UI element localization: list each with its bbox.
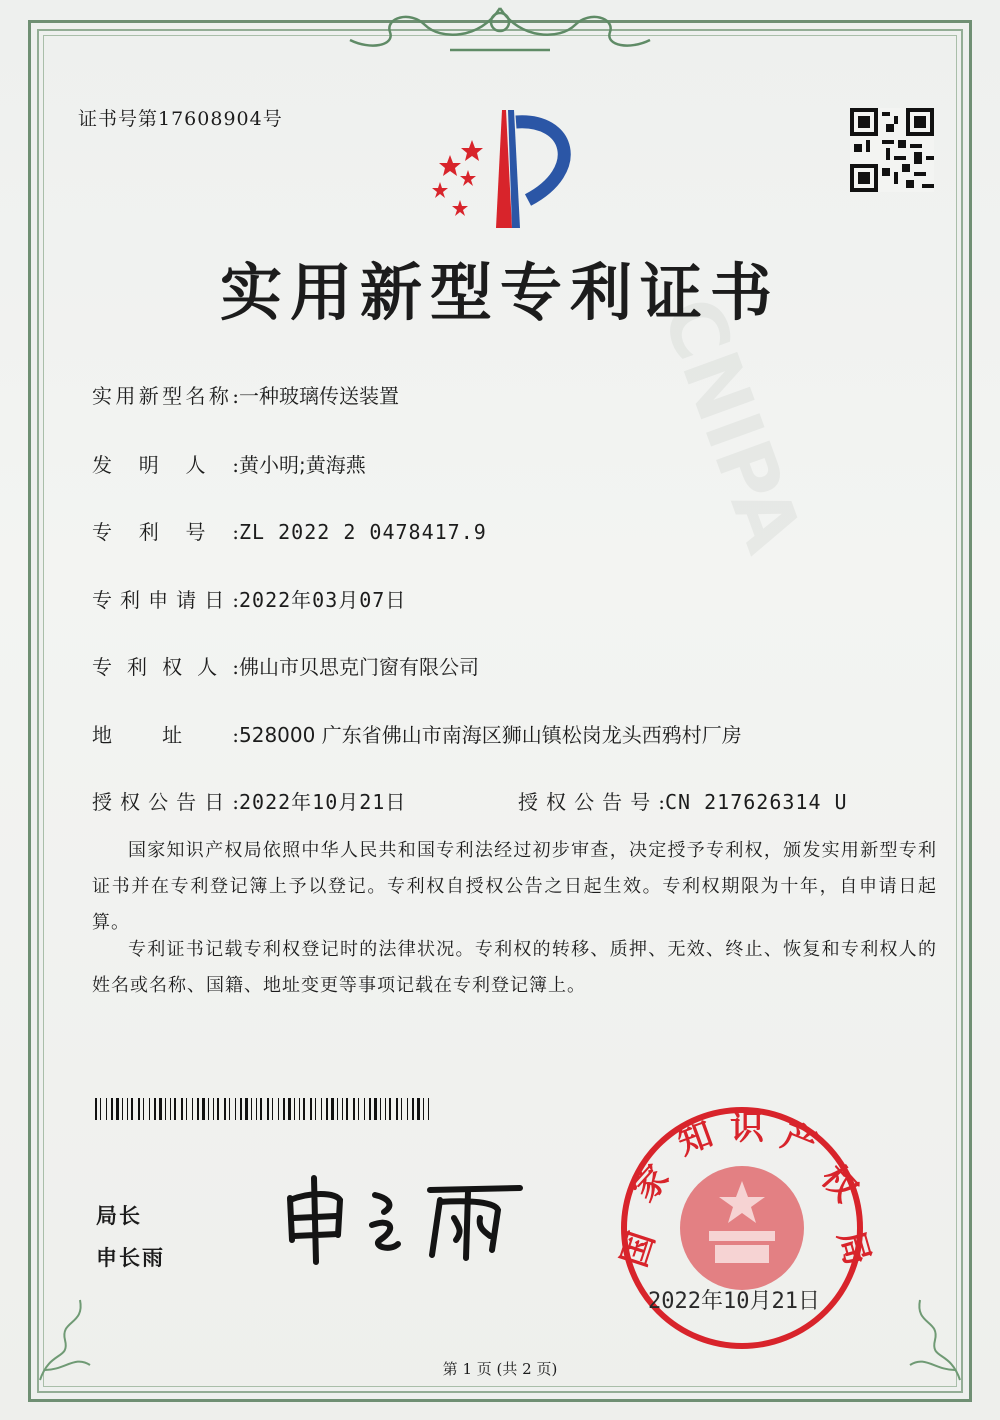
director-name: 申长雨 [96, 1246, 165, 1270]
field-label: 授权公告号: [518, 790, 665, 814]
field-label: 发明人: [92, 453, 239, 477]
grant-statement-paragraph: 国家知识产权局依照中华人民共和国专利法经过初步审查，决定授予专利权，颁发实用新型专利证书并在专利登记簿上予以登记。专利权自授权公告之日起生效。专利权期限为十年，自申请日起算。 [92, 840, 937, 933]
seal-date: 2022年10月21日 [648, 1289, 820, 1314]
svg-text:局: 局 [829, 1226, 878, 1270]
field-utility-model-name [92, 380, 399, 409]
field-application-date [92, 584, 406, 613]
field-inventors [92, 449, 366, 478]
svg-text:权: 权 [812, 1157, 866, 1210]
field-value: CN 217626314 U [665, 790, 848, 814]
field-label: 地址: [92, 723, 239, 747]
certificate-title: 实用新型专利证书 [219, 256, 780, 329]
field-patent-number [92, 516, 487, 545]
official-seal [614, 1103, 878, 1353]
field-label: 专利权人: [92, 655, 239, 679]
field-value: 528000 广东省佛山市南海区狮山镇松岗龙头西鸦村厂房 [239, 723, 742, 747]
field-value: 一种玻璃传送装置 [239, 384, 399, 408]
field-value: 2022年10月21日 [239, 790, 407, 814]
field-label: 实用新型名称: [92, 384, 239, 408]
svg-text:国: 国 [614, 1227, 663, 1272]
field-value: 2022年03月07日 [239, 588, 407, 612]
svg-text:知: 知 [672, 1114, 719, 1164]
top-ornament-icon [330, 0, 670, 58]
page-number: 第 1 页 (共 2 页) [442, 1360, 558, 1378]
field-value: ZL 2022 2 0478417.9 [239, 520, 487, 544]
field-label: 专利申请日: [92, 588, 239, 612]
field-value: 黄小明;黄海燕 [239, 453, 366, 477]
director-signature [280, 1170, 530, 1265]
svg-text:产: 产 [775, 1115, 823, 1166]
field-label: 专利号: [92, 520, 239, 544]
field-label: 授权公告日: [92, 790, 239, 814]
director-title: 局长 [96, 1204, 142, 1228]
field-patentee [92, 651, 479, 680]
field-address [92, 719, 742, 748]
legal-status-paragraph: 专利证书记载专利权登记时的法律状况。专利权的转移、质押、无效、终止、恢复和专利权人的姓名或名称、国籍、地址变更等事项记载在专利登记簿上。 [92, 939, 937, 996]
patent-office-logo-icon [420, 100, 590, 230]
qr-code-icon [850, 108, 934, 192]
svg-text:家: 家 [624, 1157, 678, 1210]
barcode-icon [95, 1098, 430, 1120]
field-grant-publication-number [518, 786, 848, 815]
field-grant-date [92, 786, 406, 815]
svg-text:识: 识 [730, 1108, 764, 1148]
cnipa-watermark: CNIPA [643, 286, 819, 564]
field-value: 佛山市贝思克门窗有限公司 [239, 655, 479, 679]
certificate-number: 证书号第17608904号 [78, 108, 283, 130]
